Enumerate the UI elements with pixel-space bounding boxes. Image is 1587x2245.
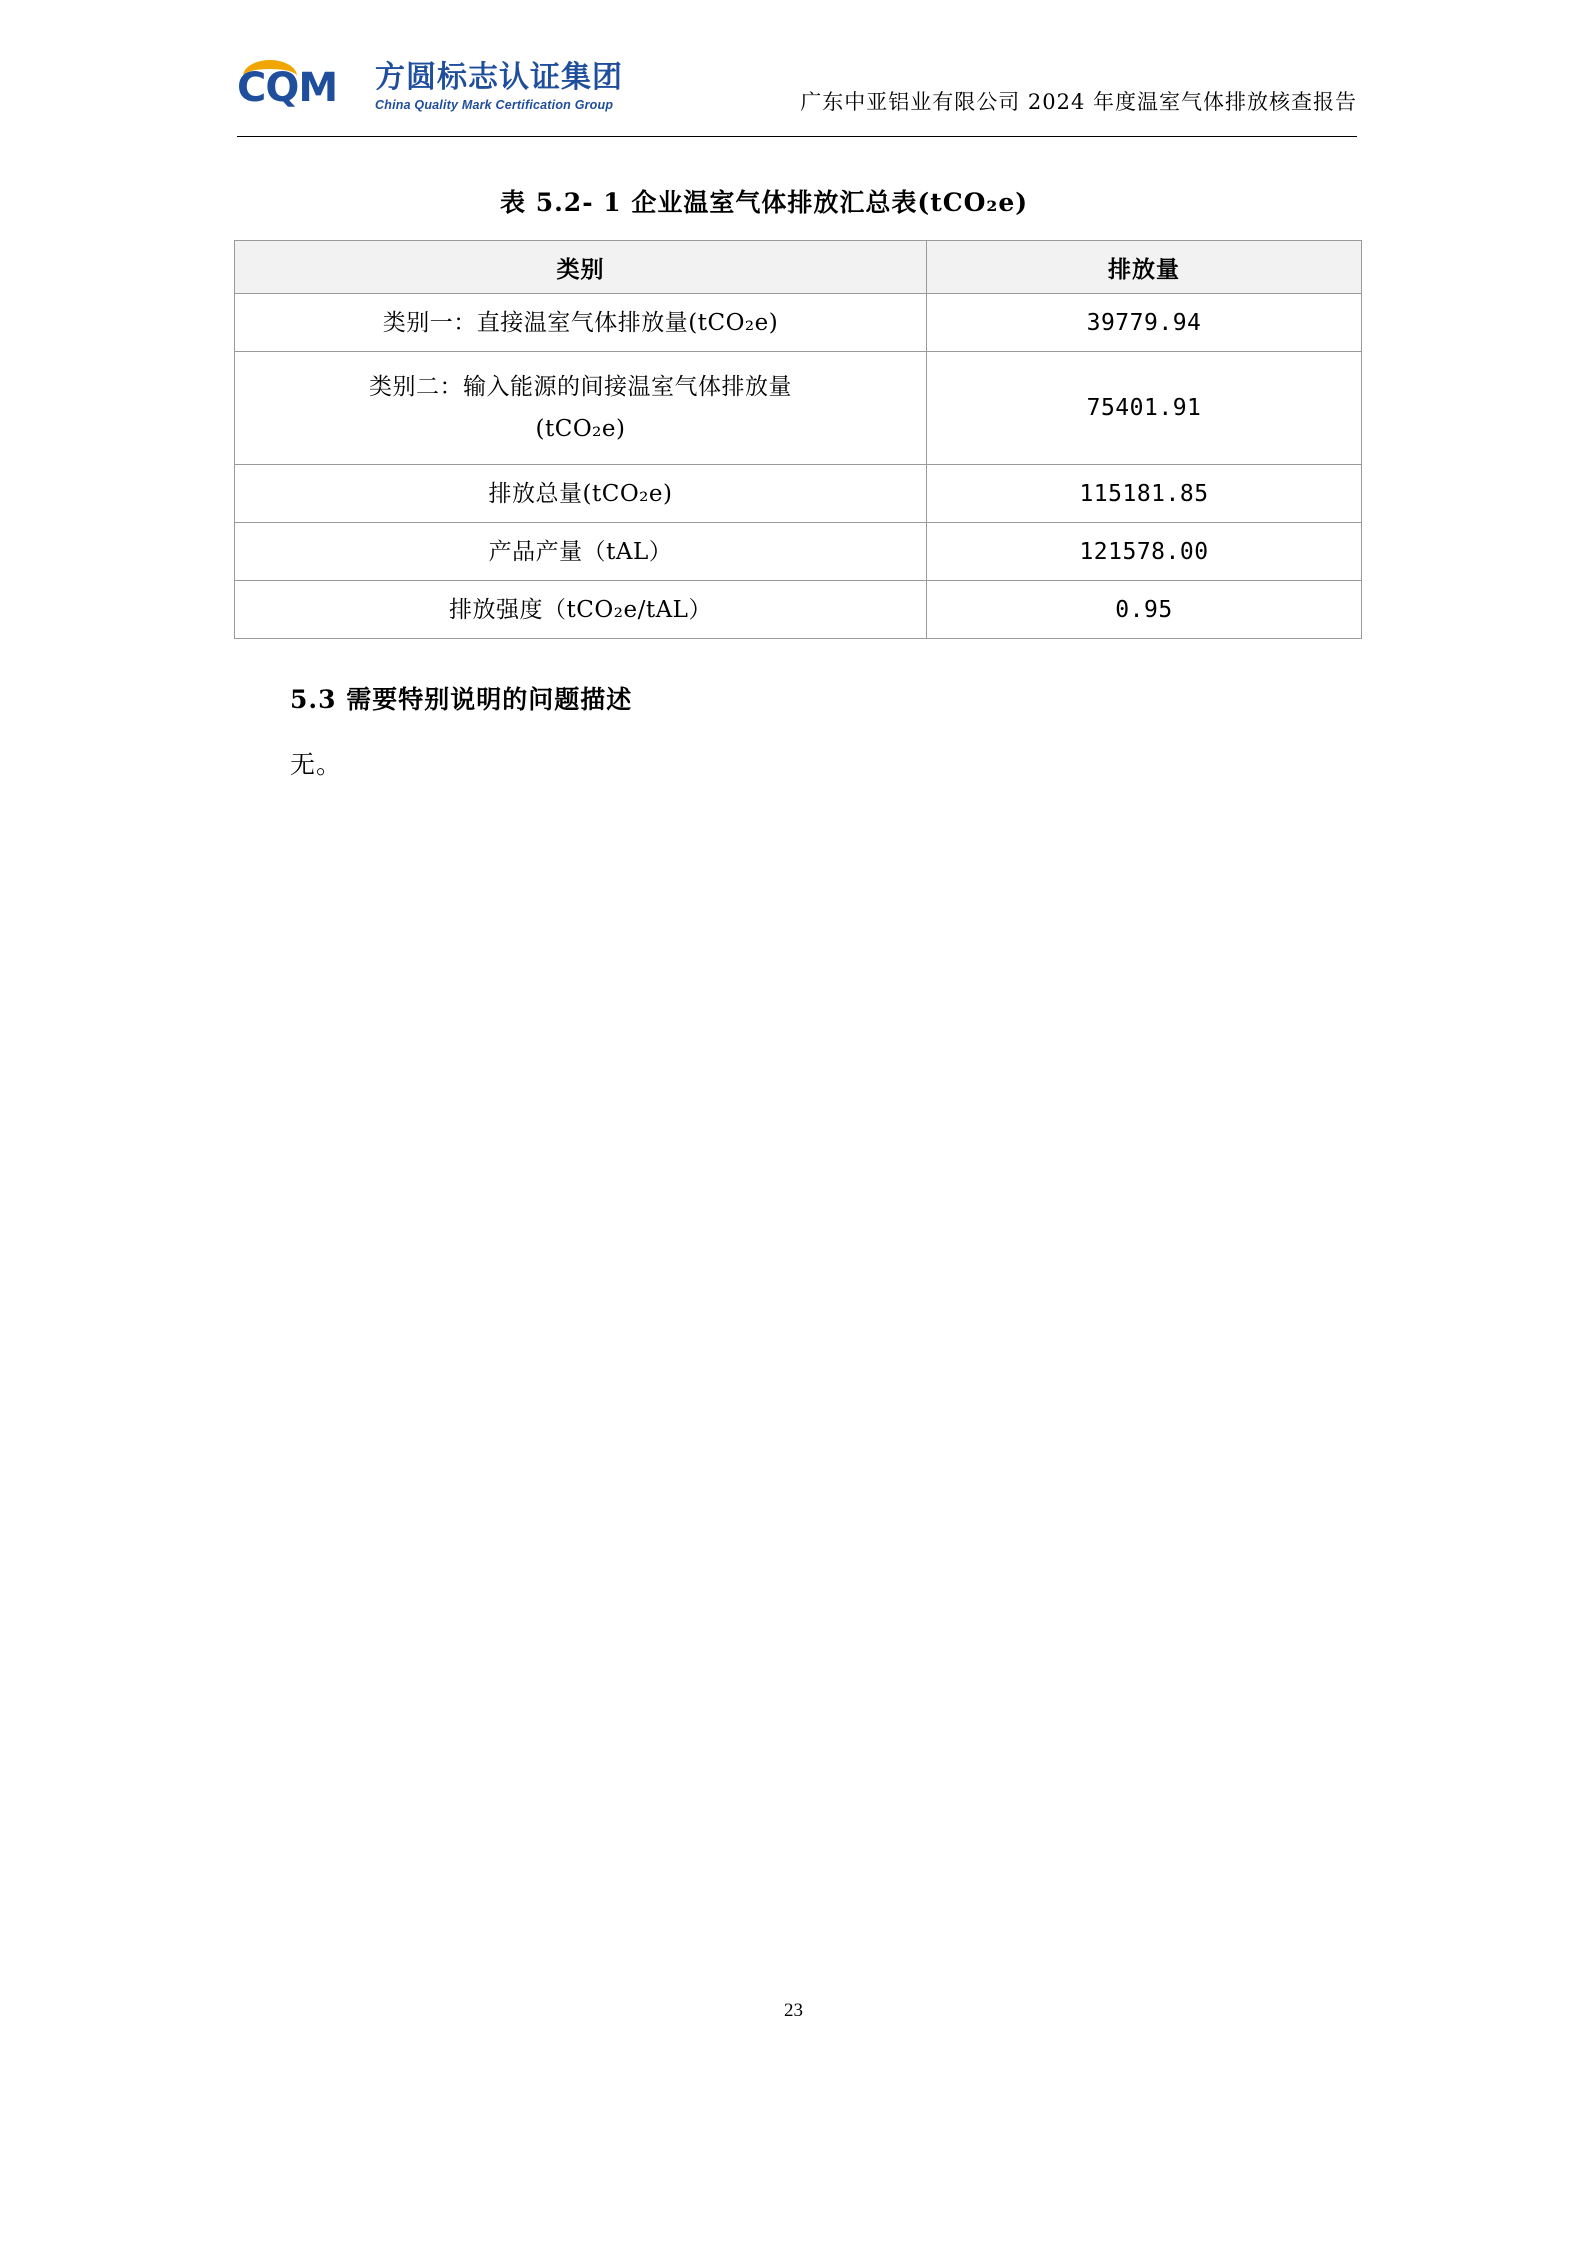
row-value: 0.95 (927, 581, 1362, 639)
table-row (235, 523, 1362, 581)
row-label: 排放总量(tCO₂e) (235, 465, 927, 523)
section-body-text: 无。 (290, 750, 343, 779)
table-row (235, 352, 1362, 465)
row-label: 类别一：直接温室气体排放量(tCO₂e) (235, 294, 927, 352)
logo-text-block (375, 61, 623, 113)
row-label-line2: (tCO₂e) (535, 416, 626, 442)
emissions-summary-table (234, 240, 1362, 639)
table-row (235, 465, 1362, 523)
logo-name-cn: 方圆标志认证集团 (375, 60, 623, 95)
table-row (235, 294, 1362, 352)
row-label (235, 352, 927, 465)
logo-mark-icon (237, 58, 365, 116)
row-value: 39779.94 (927, 294, 1362, 352)
page-header (237, 48, 1357, 144)
header-divider (237, 136, 1357, 137)
row-label: 产品产量（tAL） (235, 523, 927, 581)
section-heading: 5.3 需要特别说明的问题描述 (290, 685, 633, 714)
table-header-row (235, 241, 1362, 294)
column-header-category: 类别 (235, 241, 927, 294)
table-row (235, 581, 1362, 639)
row-label: 排放强度（tCO₂e/tAL） (235, 581, 927, 639)
row-value: 75401.91 (927, 352, 1362, 465)
table-caption: 表 5.2- 1 企业温室气体排放汇总表(tCO₂e) (500, 188, 1029, 217)
logo-abbr: CQM (237, 65, 338, 111)
row-value: 115181.85 (927, 465, 1362, 523)
row-value: 121578.00 (927, 523, 1362, 581)
row-label-line1: 类别二：输入能源的间接温室气体排放量 (369, 374, 792, 400)
column-header-emissions: 排放量 (927, 241, 1362, 294)
header-document-title: 广东中亚铝业有限公司 2024 年度温室气体排放核查报告 (800, 90, 1357, 114)
logo-name-en: China Quality Mark Certification Group (375, 98, 614, 112)
page-number: 23 (784, 2000, 803, 2021)
cqm-logo (237, 48, 657, 126)
